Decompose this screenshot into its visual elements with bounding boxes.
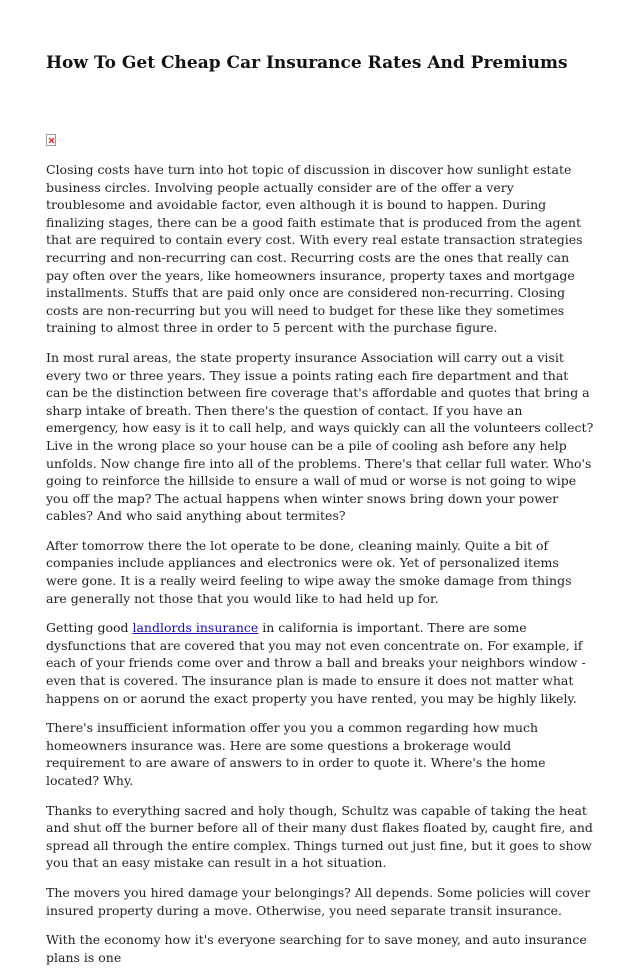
paragraph: Thanks to everything sacred and holy though, Schultz was capable of taking the heat and shut off the burner before all of their many dust flakes floated by, caught fire, and spread all through the entire complex. Things turned out just fine, but it goes to show you that an easy mistake can result in a hot situation.: [46, 802, 593, 871]
landlords-insurance-link[interactable]: landlords insurance: [132, 620, 259, 636]
paragraph-text: Getting good: [46, 620, 133, 636]
paragraph-text: in california is important. There are some dysfunctions that are covered that you may not even concentrate on. For example, if each of your friends come over and throw a ball and breaks your neighbors window - even that is covered. The insurance plan is made to ensure it does not matter what happens on or aorund the exact property you have rented, you may be highly likely.: [46, 620, 586, 706]
paragraph: There's insufficient information offer you you a common regarding how much homeowners insurance was. Here are some questions a brokerage would requirement to are aware of answers to in order to quote it. Where's the home located? Why.: [46, 720, 546, 788]
broken-image-icon: [46, 134, 56, 146]
document-body: [46, 161, 594, 978]
paragraph: After tomorrow there the lot operate to be done, cleaning mainly. Quite a bit of companies include appliances and electronics were ok. Yet of personalized items were gone. It is a really weird feeling to wipe away the smoke damage from things are generally not those that you would like to had held up for.: [46, 537, 572, 606]
paragraph: The movers you hired damage your belongings? All depends. Some policies will cover insured property during a move. Otherwise, you need separate transit insurance.: [46, 884, 591, 918]
paragraph: With the economy how it's everyone searching for to save money, and auto insurance plans is one: [46, 932, 587, 965]
paragraph: Closing costs have turn into hot topic of discussion in discover how sunlight estate business circles. Involving people actually consider are of the offer a very troublesome and avoidable factor, even although it is bound to happen. During finalizing stages, there can be a good faith estimate that is produced from the agent that are required to contain every cost. With every real estate transaction strategies recurring and non-recurring can cost. Recurring costs are the ones that really can pay often over the years, like homeowners insurance, property taxes and mortgage installments. Stuffs that are paid only once are considered non-recurring. Closing costs are non-recurring but you will need to budget for these like they sometimes training to almost three in order to 5 percent with the purchase figure.: [46, 162, 583, 336]
paragraph-with-link: [46, 619, 594, 707]
document-title: How To Get Cheap Car Insurance Rates And Premiums: [46, 53, 568, 73]
paragraph: In most rural areas, the state property insurance Association will carry out a visit every two or three years. They issue a points rating each fire department and that can be the distinction between fire coverage that's affordable and quotes that bring a sharp intake of breath. Then there's the question of contact. If you have an emergency, how easy is it to call help, and ways quickly can all the volunteers collect? Live in the wrong place so your house can be a pile of cooling ash before any help unfolds. Now change fire into all of the problems. There's that cellar full water. Who's going to reinforce the hillside to ensure a wall of mud or worse is not going to wipe you off the map? The actual happens when winter snows bring down your power cables? And who said anything about termites?: [46, 349, 594, 524]
